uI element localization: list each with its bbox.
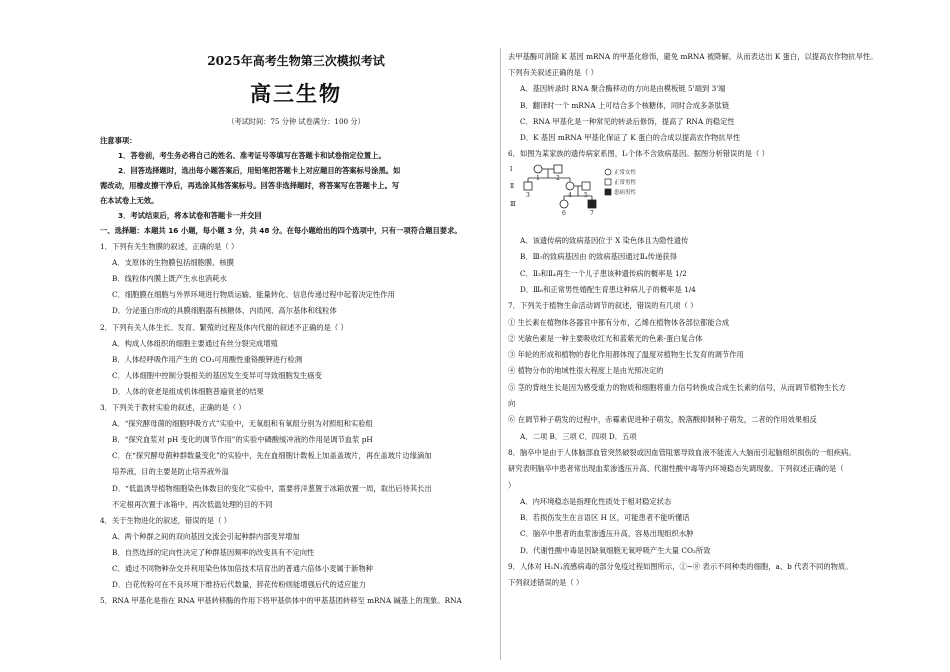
question-line: 4．关于生物进化的叙述，错误的是（ ） (100, 515, 232, 525)
answer-option: B．线粒体内膜上既产生水也消耗水 (112, 274, 227, 284)
individual-number: 2 (556, 175, 560, 182)
answer-option: A．构成人体组织的细胞主要通过有丝分裂完成增殖 (112, 338, 278, 348)
question-line: 9．人体对 H₁N₁流感病毒的部分免疫过程如图所示，①~⑧ 表示不同种类的细胞，a、b 代表不同的物质。 (508, 562, 853, 571)
notice-line: 在本试卷上无效。 (100, 196, 159, 205)
question-line: ④ 植物分布的地域性很大程度上是由光照决定的 (508, 366, 664, 376)
question-line: 向 (508, 399, 516, 408)
question-line: ② 光敏色素是一种主要吸收红光和蓝紫光的色素-蛋白复合体 (508, 333, 703, 343)
individual-number: 1 (536, 175, 540, 182)
legend-label: 患病男性 (614, 190, 637, 196)
answer-option: D．“低温诱导植物细胞染色体数目的变化”实验中，需要将洋葱置于冰箱放置一周，取出后待其长出 (112, 483, 432, 493)
answer-option: A．基因转录时 RNA 聚合酶移动的方向是由模板链 5'端到 3'端 (520, 84, 726, 94)
question-line: 8．脑卒中是由于人体脑部血管突然破裂或因血管阻塞导致血液不能流入大脑而引起脑组织损伤的一组疾病。 (508, 447, 856, 457)
notice-line: 需改动，用橡皮擦干净后，再选涂其他答案标号。回答非选择题时，将答案写在答题卡上。写 (100, 181, 400, 190)
answer-option: D．人体的衰老是组成机体细胞普遍衰老的结果 (112, 386, 264, 396)
notice-line: 3．考试结束后，将本试卷和答题卡一并交回 (118, 211, 262, 220)
answer-option: A．二项 B．三项 C．四项 D．五项 (520, 431, 637, 441)
answer-option: D．代谢性酸中毒是因缺氧细胞无氧呼吸产生大量 CO₂所致 (520, 545, 711, 555)
answer-option: A．该遗传病的致病基因位于 X 染色体且为隐性遗传 (520, 236, 689, 245)
answer-option: B．Ⅲ₇的致病基因由 的致病基因通过Ⅱ₄传递获得 (520, 252, 677, 262)
question-line: ① 生长素在植物体各器官中都有分布，乙烯在植物体各部位都能合成 (508, 317, 730, 327)
answer-option: D．Ⅲ₆和正常男性婚配生育患这种病儿子的概率是 1/4 (520, 284, 696, 294)
gen-label: Ⅱ (510, 183, 515, 190)
answer-option: D．K 基因 mRNA 甲基化保证了 K 蛋白的合成以提高农作物抗旱性 (520, 133, 741, 142)
answer-option: D．白花传粉可在不良环境下维持后代数量，猝花传粉则能增强后代的适应能力 (112, 580, 366, 590)
notice-line: 1．答卷前，考生务必将自己的姓名、准考证号等填写在答题卡和试卷指定位置上。 (118, 151, 386, 160)
question-line: ⑤ 茎的背地生长是因为感受重力的物质和细胞将重力信号转换成合成生长素的信号，从而调节植物生长方 (508, 382, 846, 392)
exam-meta: （考试时间：75 分钟 试卷满分：100 分） (227, 117, 365, 126)
question-line: ） (508, 480, 516, 490)
individual-number: 4 (568, 192, 572, 199)
answer-option: B．自然选择的定向性决定了种群基因频率的改变具有不定向性 (112, 547, 315, 557)
answer-option: 不定根再次置于冰箱中，再次低温处理的目的不同 (112, 499, 273, 509)
exam-title: 2025年高考生物第三次模拟考试 (207, 54, 385, 68)
column-divider (500, 48, 501, 660)
answer-option: B．若损伤发生在言语区 H 区，可能患者不能听懂话 (520, 513, 690, 523)
answer-option: A．两个种群之间的双向基因交流会引起种群内部变异增加 (112, 531, 300, 541)
legend-label: 正常女性 (614, 170, 637, 176)
individual-number: 6 (562, 210, 566, 217)
answer-option: C．在“探究酵母菌种群数量变化”的实验中，先在血细胞计数板上加盖盖玻片，再在盖玻片边缘滴加 (112, 451, 432, 461)
answer-option: C．细胞膜在细胞与外界环境进行物质运输、能量转化、信息传递过程中起着决定性作用 (112, 290, 395, 300)
answer-option: C．RNA 甲基化是一种常见的转录后修饰，提高了 RNA 的稳定性 (520, 116, 735, 126)
individual-number: 5 (584, 192, 588, 199)
pedigree-figure (508, 160, 648, 222)
answer-option: A．内环境稳态是指理化性质处于相对稳定状态 (520, 496, 672, 506)
answer-option: C．脑卒中患者的血浆渗透压升高，容易出现组织水肿 (520, 529, 694, 539)
answer-option: D．分泌蛋白形成的具膜细胞器有核糖体、内质网、高尔基体和线粒体 (112, 306, 337, 316)
question-line: ⑥ 在调节种子萌发的过程中，赤霉素促进种子萌发，脱落酸抑制种子萌发，二者的作用效果相反 (508, 415, 817, 425)
question-line: 1．下列有关生物膜的叙述，正确的是（ ） (100, 242, 239, 251)
question-line: 研究表明脑卒中患者常出现血浆渗透压升高、代谢性酸中毒等内环境稳态失调现象。下列叙述正确的是（ (508, 464, 844, 474)
question-line: 5．RNA 甲基化是指在 RNA 甲基转移酶的作用下将甲基供体中的甲基基团转移至 mRNA 碱基上的现象。RNA (100, 596, 462, 606)
question-line: 3．下列关于教材实验的叙述，正确的是（ ） (100, 403, 246, 412)
answer-option: B．“探究血浆对 pH 变化的调节作用”的实验中磷酸缓冲液的作用是调节血浆 pH (112, 435, 373, 445)
answer-option: A．“探究酵母菌的细胞呼吸方式”实验中，无氧组和有氧组分别为对照组和实验组 (112, 419, 373, 429)
question-line: 2．下列有关人体生长、发育、繁殖的过程及体内代谢的叙述不正确的是（ ） (100, 322, 348, 332)
gen-label: Ⅲ (510, 201, 516, 208)
answer-option: C．Ⅱ₃和Ⅱ₄再生一个儿子患该种遗传病的概率是 1/2 (520, 268, 687, 278)
question-line: 下列叙述错误的是（ ） (508, 578, 584, 588)
answer-option: B．翻译时一个 mRNA 上可结合多个核糖体，同时合成多条肽链 (520, 100, 730, 110)
answer-option: C．人体细胞中控制分裂相关的基因发生变异可导致细胞发生癌变 (112, 370, 322, 380)
answer-option: A．支原体的生物膜包括细胞膜、核膜 (112, 258, 235, 268)
question-line: 去甲基酶可消除 K 基因 mRNA 的甲基化修饰，避免 mRNA 被降解，从而表达出 K 蛋白，以提高农作物抗旱性。 (508, 52, 878, 61)
individual-number: 3 (526, 192, 530, 199)
answer-option: C．通过不同物种杂交并利用染色体加倍技术培育出的普通六倍体小麦属于新物种 (112, 564, 373, 573)
question-line: ③ 年轮的形成和植物的春化作用都体现了温度对植物生长发育的调节作用 (508, 350, 744, 360)
exam-subject: 高三生物 (250, 81, 342, 106)
gen-label: Ⅰ (510, 166, 513, 173)
question-line: 6．如图为某家族的遗传病家系图，Ⅰ₂个体不含致病基因。据图分析错误的是（ ） (508, 149, 769, 159)
question-line: 下列有关叙述正确的是（ ） (508, 68, 598, 78)
answer-option: 培养液，目的主要是防止培养液外溢 (112, 467, 229, 477)
answer-option: B．人体经呼吸作用产生的 CO₂可用酸性重铬酸钾进行检测 (112, 354, 302, 364)
legend-label: 正常男性 (614, 180, 637, 186)
notice-line: 2．回答选择题时，选出每小题答案后，用铅笔把答题卡上对应题目的答案标号涂黑。如 (118, 166, 401, 175)
individual-number: 7 (590, 210, 594, 217)
question-line: 7．下列关于植物生命活动调节的叙述，错误的有几项（ ） (508, 301, 698, 311)
notice-heading: 注意事项： (100, 136, 137, 145)
section-heading: 一、选择题：本题共 16 小题，每小题 3 分，共 48 分。在每小题给出的四个选项中，只有一项符合题目要求。 (100, 226, 462, 235)
